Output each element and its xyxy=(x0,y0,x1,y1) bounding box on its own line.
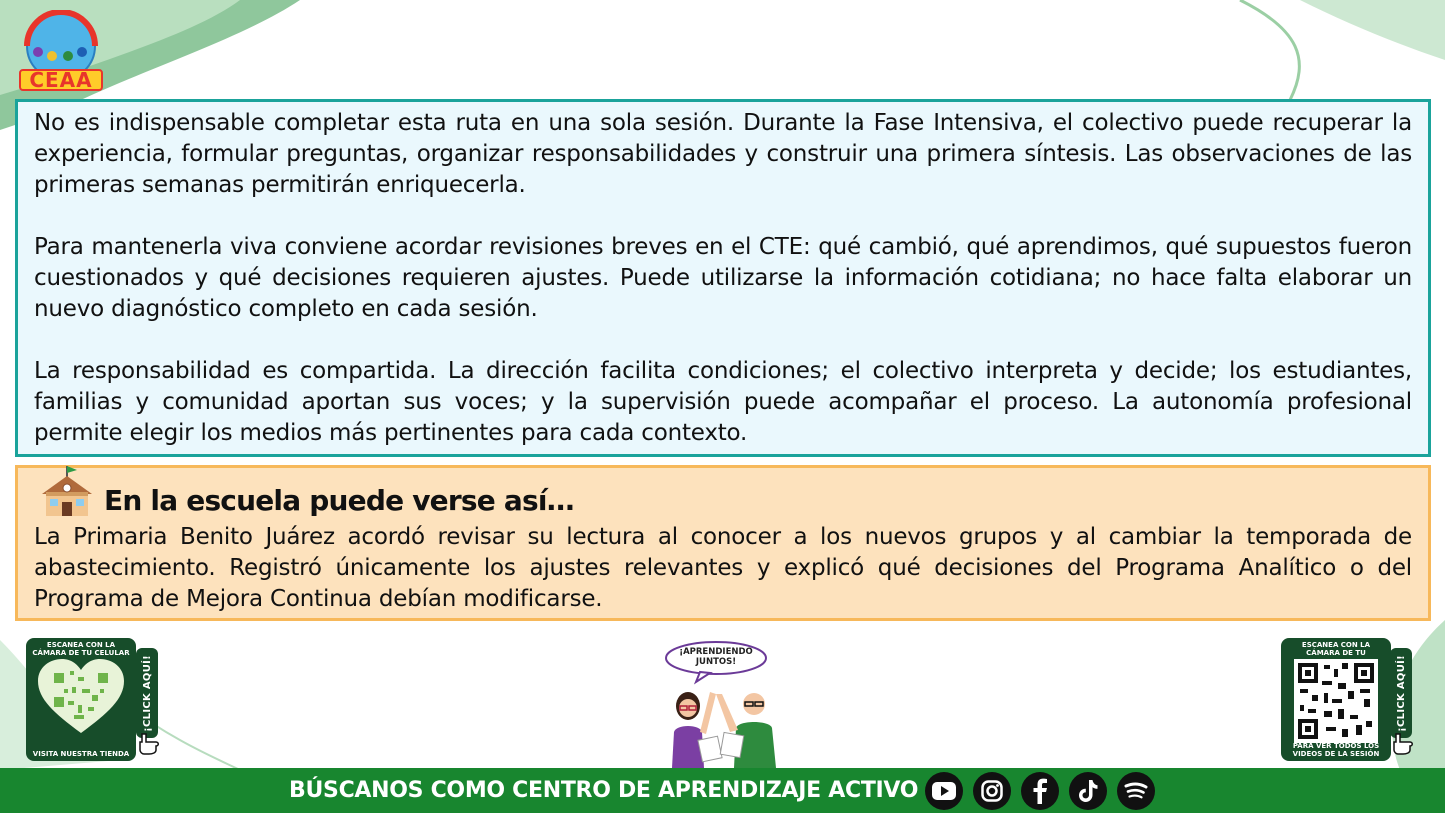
store-click-tab[interactable] xyxy=(136,648,158,738)
ceaa-logo xyxy=(16,10,106,92)
pointing-hand-icon xyxy=(1390,730,1416,756)
instagram-icon[interactable] xyxy=(973,772,1011,810)
store-qr-card[interactable] xyxy=(26,638,136,761)
example-panel xyxy=(15,465,1431,621)
videos-click-tab[interactable] xyxy=(1390,648,1412,738)
paragraph-2: Para mantenerla viva conviene acordar revisiones breves en el CTE: qué cambió, qué aprendimos, qué supuestos fueron cuestionados y qué decisiones requieren ajustes. Puede utilizarse la información cotidiana; no hace falta elaborar un nuevo diagnóstico completo en cada sesión. xyxy=(34,234,1412,322)
store-click-label: ¡CLICK AQUÍ! xyxy=(141,654,153,732)
content-panel xyxy=(15,99,1431,457)
example-title: En la escuela puede verse así… xyxy=(104,484,574,517)
videos-qr-card[interactable] xyxy=(1281,638,1391,761)
facebook-icon[interactable] xyxy=(1021,772,1059,810)
qr-code xyxy=(1294,659,1378,743)
school-icon xyxy=(38,464,96,518)
logo-text: CEAA xyxy=(29,68,93,92)
mascot-speech-bubble: ¡APRENDIENDO JUNTOS! xyxy=(679,647,753,667)
example-body: La Primaria Benito Juárez acordó revisar su lectura al conocer a los nuevos grupos y al cambiar la temporada de abastecimiento. Registró únicamente los ajustes relevantes y explicó qué decisiones del Programa Analítico o del Programa de Mejora Continua debían modificarse. xyxy=(34,524,1412,612)
tiktok-icon[interactable] xyxy=(1069,772,1107,810)
videos-qr-bottom-caption: PARA VER TODOS LOS VIDEOS DE LA SESIÓN xyxy=(1292,742,1380,758)
mascot-illustration xyxy=(660,640,785,768)
footer-text: BÚSCANOS COMO CENTRO DE APRENDIZAJE ACTIVO xyxy=(289,778,919,803)
spotify-icon[interactable] xyxy=(1117,772,1155,810)
videos-qr-top-caption: ESCANEA CON LA CÁMARA DE TU xyxy=(1301,641,1371,657)
store-qr-top-caption: ESCANEA CON LA CÁMARA DE TU CELULAR xyxy=(32,641,130,657)
store-qr-bottom-caption: VISITA NUESTRA TIENDA xyxy=(32,750,130,758)
videos-click-label: ¡CLICK AQUÍ! xyxy=(1395,654,1407,732)
pointing-hand-icon xyxy=(136,730,162,756)
heart-qr-code xyxy=(34,657,128,735)
paragraph-1: No es indispensable completar esta ruta en una sola sesión. Durante la Fase Intensiva, el colectivo puede recuperar la experiencia, formular preguntas, organizar responsabilidades y construir una primera síntesis. Las observaciones de las primeras semanas permitirán enriquecerla. xyxy=(34,110,1412,198)
paragraph-3: La responsabilidad es compartida. La dirección facilita condiciones; el colectivo interpreta y decide; los estudiantes, familias y comunidad aportan sus voces; y la supervisión puede acompañar el proceso. La autonomía profesional permite elegir los medios más pertinentes para cada contexto. xyxy=(34,358,1412,446)
youtube-icon[interactable] xyxy=(925,772,963,810)
footer-bar xyxy=(0,768,1445,813)
